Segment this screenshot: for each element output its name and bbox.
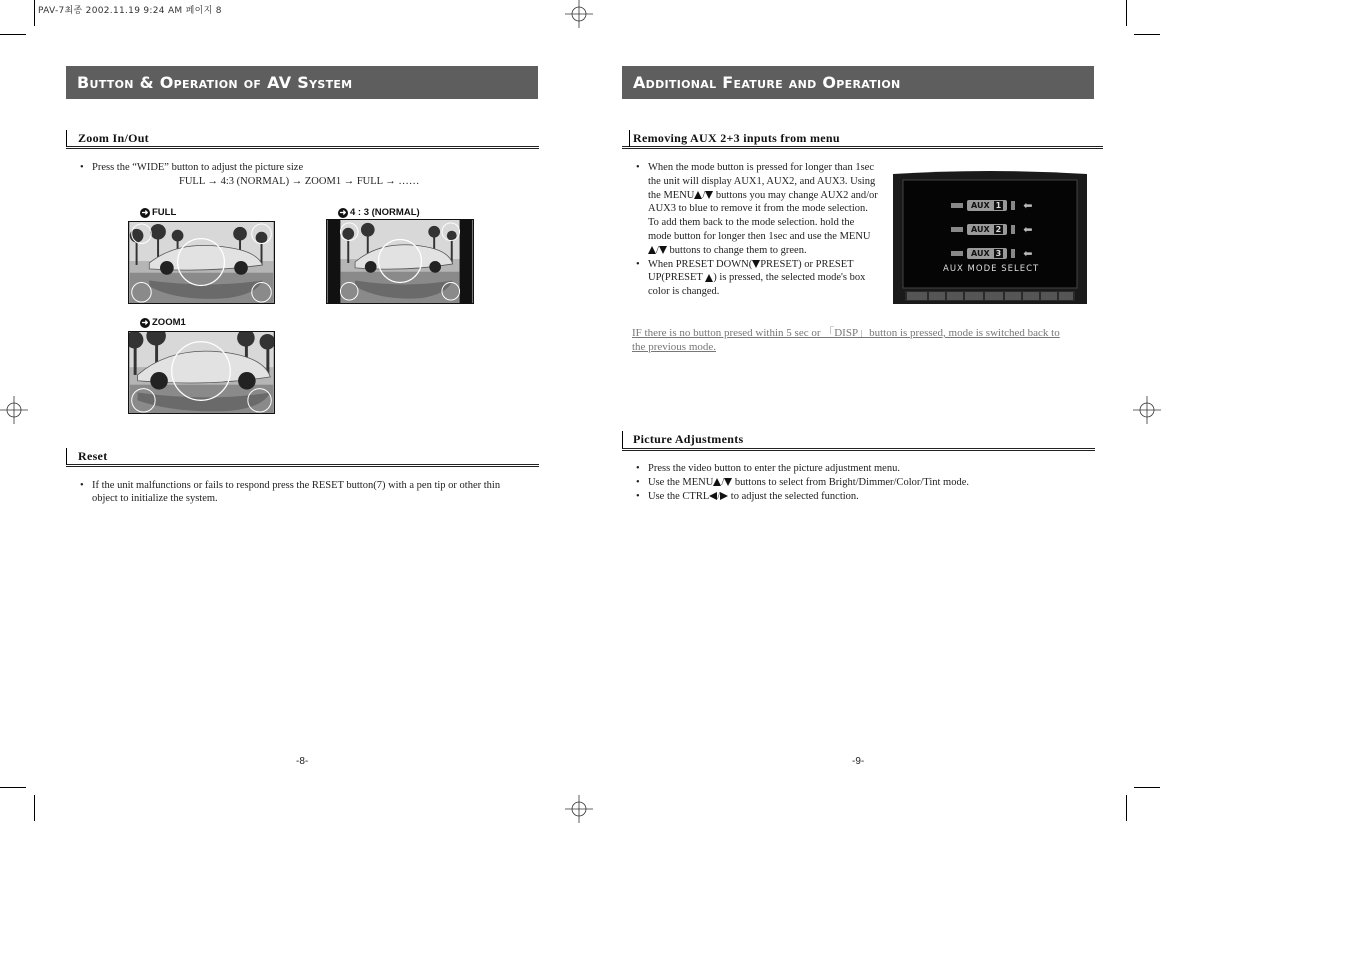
reset-heading: Reset (78, 449, 108, 463)
image-label-full: ➜ FULL (141, 207, 177, 218)
list-item: • Use the MENU / buttons to select from Bright/Dimmer/Color/Tint mode. (636, 476, 1086, 490)
registration-mark-icon (0, 396, 28, 424)
aux-heading: Removing AUX 2+3 inputs from menu (633, 131, 840, 145)
section-divider (66, 146, 539, 149)
section-divider (622, 146, 1103, 149)
car-image-zoom1 (128, 331, 275, 414)
page-number-left: -8- (296, 756, 309, 767)
left-arrow-icon: ⬅ (1023, 199, 1033, 212)
monitor-frame-icon (891, 170, 1089, 308)
arrow-circle-icon: ➜ (339, 207, 347, 217)
car-image-full (128, 221, 275, 304)
aux-option-2: AUX 2 ⬅ (951, 223, 1032, 236)
left-arrow-icon: ⬅ (1023, 223, 1033, 236)
registration-mark-icon (565, 0, 593, 28)
zoom-sequence: FULL → 4:3 (NORMAL) → ZOOM1 → FULL → …… (179, 175, 420, 187)
picture-instructions (636, 462, 1086, 503)
section-divider (66, 464, 539, 467)
aux-mode-caption: AUX MODE SELECT (943, 264, 1040, 274)
car-image-normal (326, 219, 474, 304)
list-item: • When the mode button is pressed for longer than 1sec the unit will display AUX1, AUX2, and AUX3. Using the MENU / buttons you may change AUX2 and/or AUX3 to blue to remove it from the mode selection. To add them back to the mode selection. hold the mode button for longer then 1sec and use the MENU/ buttons to change them to green. (636, 161, 878, 258)
image-label-normal: ➜ 4 : 3 (NORMAL) (339, 207, 420, 218)
aux-mode-screen (891, 170, 1089, 308)
list-item: • Press the video button to enter the picture adjustment menu. (636, 462, 1086, 476)
arrow-circle-icon: ➜ (141, 207, 149, 217)
list-item: • When PRESET DOWN( PRESET) or PRESET UP(PRESET ) is pressed, the selected mode's box color is changed. (636, 258, 878, 299)
registration-mark-icon (1133, 396, 1161, 424)
list-item: • Use the CTRL / to adjust the selected function. (636, 490, 1086, 504)
page-title-left: Button & Operation of AV System (66, 66, 538, 99)
section-divider (622, 448, 1095, 451)
registration-mark-icon (565, 795, 593, 823)
up-triangle-icon (648, 246, 656, 254)
page-title-right: Additional Feature and Operation (622, 66, 1094, 99)
picture-heading: Picture Adjustments (633, 432, 744, 446)
aux-instructions (636, 161, 878, 299)
reset-instructions (80, 480, 525, 505)
right-triangle-icon (720, 492, 728, 500)
print-header: PAV-7최종 2002.11.19 9:24 AM 페이지 8 (38, 6, 222, 16)
aux-option-1: AUX 1 ⬅ (951, 199, 1032, 212)
image-label-zoom1: ➜ ZOOM1 (141, 317, 186, 328)
aux-option-3: AUX 3 ⬅ (951, 247, 1032, 260)
zoom-instructions (80, 161, 520, 189)
list-item: • Press the “WIDE” button to adjust the picture size (80, 161, 520, 175)
page-number-right: -9- (852, 756, 865, 767)
list-item: • If the unit malfunctions or fails to respond press the RESET button(7) with a pen tip or other thin object to initialize the system. (80, 480, 525, 505)
aux-note: IF there is no button presed within 5 sec or 「DISP」button is pressed, mode is switched back to the previous mode. (632, 327, 1060, 353)
zoom-heading: Zoom In/Out (78, 131, 149, 145)
arrow-circle-icon: ➜ (141, 317, 149, 327)
left-arrow-icon: ⬅ (1023, 247, 1033, 260)
down-triangle-icon (659, 246, 667, 254)
